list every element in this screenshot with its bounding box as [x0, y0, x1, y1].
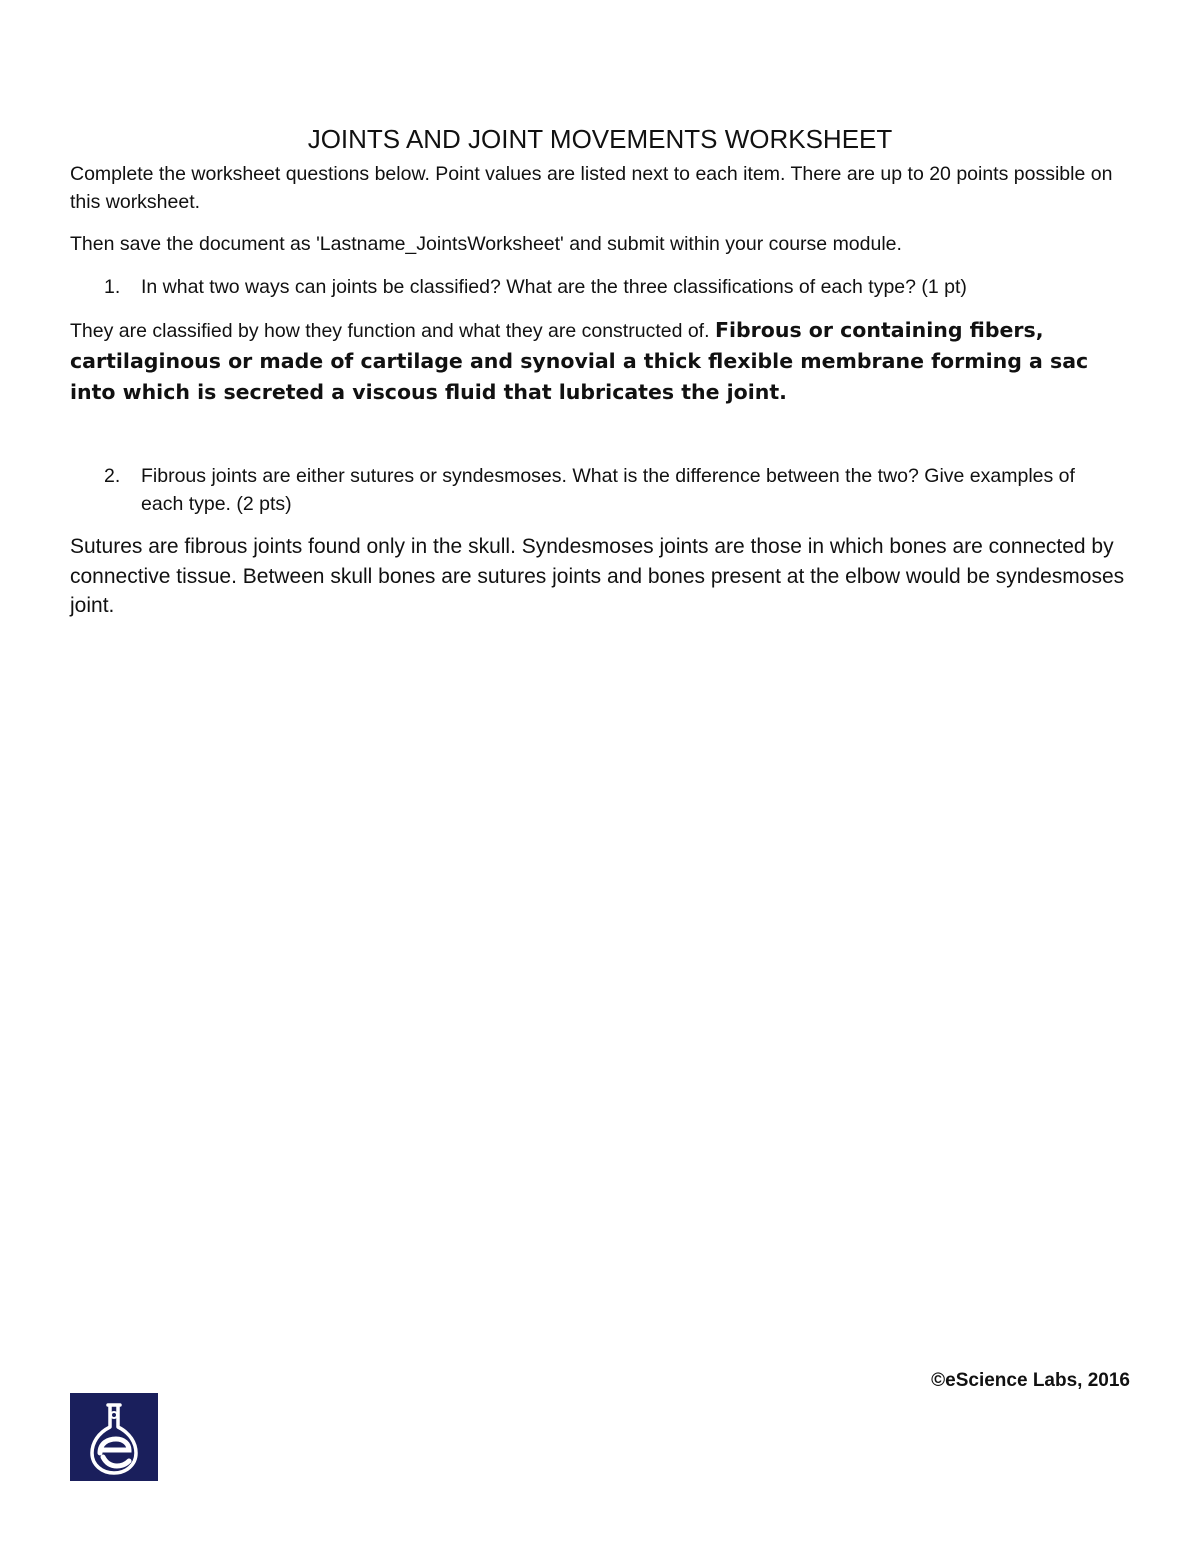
answer-1-plain: They are classified by how they function and what they are constructed of. — [70, 320, 715, 342]
copyright-notice: ©eScience Labs, 2016 — [931, 1370, 1130, 1391]
escience-logo — [70, 1393, 158, 1481]
intro-paragraph: Complete the worksheet questions below. Point values are listed next to each item. There are up to 20 points possible on this worksheet. — [70, 163, 1113, 213]
answer-1-bold: Fibrous or containing fibers, cartilaginous or made of cartilage and synovial a thick flexible membrane forming a sac into which is secreted a viscous fluid that lubricates the joint. — [70, 318, 1089, 404]
question-text: In what two ways can joints be classified? What are the three classifications of each type? (1 pt) — [141, 276, 967, 298]
save-instruction: Then save the document as 'Lastname_JointsWorksheet' and submit within your course module. — [70, 233, 902, 255]
question-number: 2. — [104, 465, 121, 487]
question-2 — [104, 462, 1104, 518]
answer-1 — [70, 315, 1130, 408]
question-number: 1. — [104, 276, 121, 298]
page-title: JOINTS AND JOINT MOVEMENTS WORKSHEET — [307, 124, 893, 154]
flask-e-logo-icon — [70, 1393, 158, 1481]
answer-2: Sutures are fibrous joints found only in the skull. Syndesmoses joints are those in which bones are connected by connective tissue. Between skull bones are sutures joints and bones present at the elbow would be syndesmoses joint. — [70, 535, 1125, 617]
question-text: Fibrous joints are either sutures or syndesmoses. What is the difference between the two? Give examples of each type. (2 pts) — [141, 465, 1075, 515]
question-1 — [104, 273, 1104, 301]
